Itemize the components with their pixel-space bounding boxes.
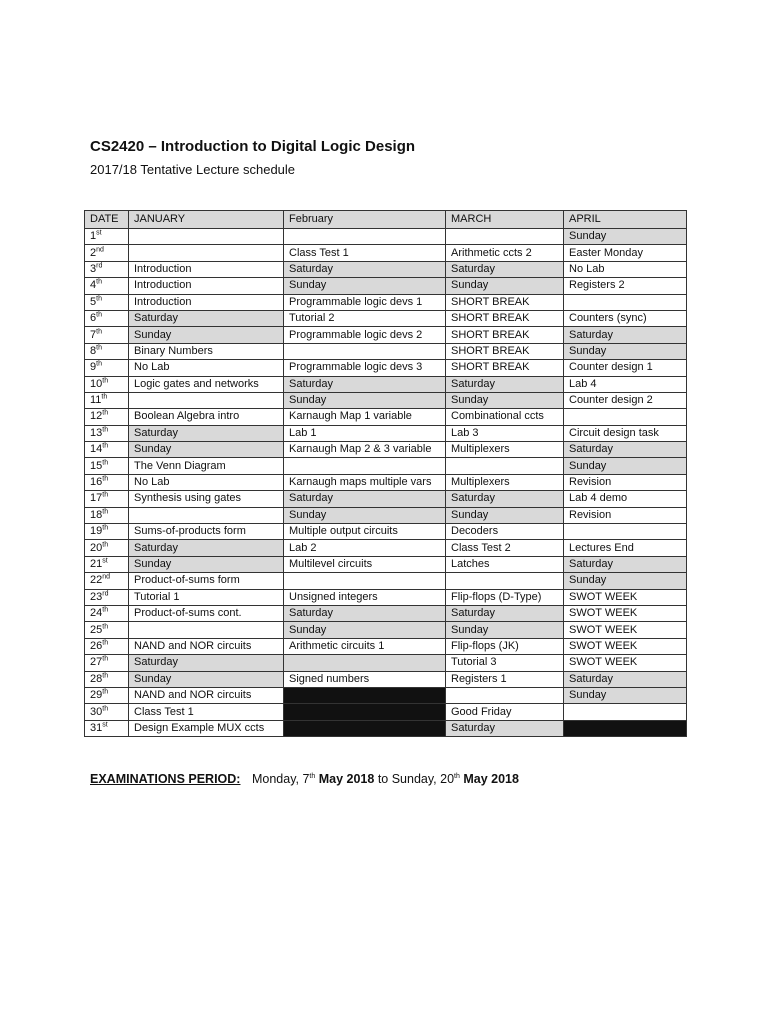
table-row [85,310,687,326]
cell-march: Saturday [446,605,564,621]
cell-january: NAND and NOR circuits [129,638,284,654]
date-number: 13 [90,426,103,439]
date-suffix: rd [102,590,109,598]
cell-february: Saturday [284,491,446,507]
cell-april: Counter design 1 [564,360,687,376]
date-cell [85,360,129,376]
cell-march: SHORT BREAK [446,310,564,326]
cell-march [446,687,564,703]
cell-march: Saturday [446,491,564,507]
cell-january: Class Test 1 [129,704,284,720]
cell-march: Tutorial 3 [446,655,564,671]
date-cell [85,376,129,392]
date-number: 9 [90,361,97,374]
table-row [85,360,687,376]
exam-end-month: May 2018 [459,772,519,786]
table-row [85,605,687,621]
cell-march: SHORT BREAK [446,294,564,310]
document-title: CS2420 – Introduction to Digital Logic Design [90,138,416,155]
cell-february: Multiple output circuits [284,524,446,540]
date-number: 7 [90,328,97,341]
cell-april: Saturday [564,327,687,343]
date-cell [85,245,129,261]
cell-january: Boolean Algebra intro [129,409,284,425]
date-cell [85,229,129,245]
cell-february [284,229,446,245]
date-suffix: th [102,622,109,630]
date-cell [85,687,129,703]
date-number: 20 [90,541,103,554]
date-number: 14 [90,443,103,456]
cell-april: Easter Monday [564,245,687,261]
exam-end-suffix: th [454,772,460,780]
date-number: 31 [90,721,103,734]
cell-march: Sunday [446,392,564,408]
cell-april [564,524,687,540]
cell-january: Product-of-sums form [129,573,284,589]
date-cell [85,605,129,621]
date-cell [85,458,129,474]
cell-february: Sunday [284,622,446,638]
date-number: 2 [90,246,97,259]
cell-march [446,229,564,245]
cell-february: Saturday [284,261,446,277]
cell-january: Saturday [129,310,284,326]
exam-label: EXAMINATIONS PERIOD: [90,772,241,786]
cell-march: Saturday [446,376,564,392]
cell-march: Latches [446,556,564,572]
cell-february: Programmable logic devs 3 [284,360,446,376]
date-number: 22 [90,574,103,587]
table-row [85,343,687,359]
schedule-body [85,229,687,737]
cell-january: Introduction [129,294,284,310]
cell-april: Sunday [564,343,687,359]
header-march: MARCH [446,211,564,229]
date-cell [85,573,129,589]
cell-february: Class Test 1 [284,245,446,261]
date-cell [85,392,129,408]
cell-january: Saturday [129,425,284,441]
date-cell [85,589,129,605]
date-number: 8 [90,344,97,357]
cell-february: Signed numbers [284,671,446,687]
header-january: JANUARY [129,211,284,229]
date-number: 10 [90,377,103,390]
cell-february: Sunday [284,507,446,523]
table-row [85,474,687,490]
cell-february [284,458,446,474]
cell-january [129,507,284,523]
date-number: 26 [90,639,103,652]
cell-april: Registers 2 [564,278,687,294]
table-row [85,507,687,523]
cell-april: Sunday [564,573,687,589]
date-number: 21 [90,558,103,570]
cell-april: Circuit design task [564,425,687,441]
cell-march: Combinational ccts [446,409,564,425]
cell-february: Saturday [284,376,446,392]
cell-april: Sunday [564,687,687,703]
date-cell [85,442,129,458]
cell-january: Binary Numbers [129,343,284,359]
cell-january: Tutorial 1 [129,589,284,605]
cell-february: Saturday [284,605,446,621]
cell-april: Saturday [564,442,687,458]
date-cell [85,294,129,310]
date-suffix: th [96,344,102,352]
date-suffix: th [96,295,102,303]
date-suffix: th [102,688,109,696]
table-row [85,704,687,720]
date-suffix: th [102,606,109,614]
header-april: APRIL [564,211,687,229]
table-row [85,589,687,605]
cell-february: Sunday [284,392,446,408]
date-suffix: th [96,327,102,335]
date-cell [85,491,129,507]
date-cell [85,655,129,671]
table-row [85,540,687,556]
cell-january: Sums-of-products form [129,524,284,540]
date-cell [85,278,129,294]
date-suffix: th [101,393,108,401]
cell-january: Introduction [129,261,284,277]
date-number: 28 [90,672,103,685]
cell-april: Sunday [564,458,687,474]
exam-start-day: Monday, 7 [251,772,310,786]
cell-april [564,704,687,720]
table-row [85,687,687,703]
cell-march: SHORT BREAK [446,327,564,343]
cell-january [129,245,284,261]
exam-start-suffix: th [309,772,316,780]
date-number: 11 [90,394,102,407]
cell-april [564,294,687,310]
cell-march: Sunday [446,622,564,638]
table-row [85,556,687,572]
date-cell [85,704,129,720]
date-number: 19 [90,525,103,538]
cell-march: Flip-flops (D-Type) [446,589,564,605]
cell-march: Flip-flops (JK) [446,638,564,654]
table-row [85,491,687,507]
cell-january: Sunday [129,671,284,687]
table-row [85,229,687,245]
cell-april: Revision [564,474,687,490]
table-row [85,245,687,261]
date-number: 25 [90,623,103,636]
table-row [85,425,687,441]
cell-january [129,229,284,245]
cell-april: Counters (sync) [564,310,687,326]
cell-march: Multiplexers [446,442,564,458]
date-cell [85,409,129,425]
cell-january: The Venn Diagram [129,458,284,474]
cell-march: Lab 3 [446,425,564,441]
date-number: 5 [90,295,97,308]
cell-february [284,687,446,703]
cell-april: No Lab [564,261,687,277]
date-number: 23 [90,590,103,603]
date-number: 6 [90,312,97,325]
cell-february: Programmable logic devs 1 [284,294,446,310]
date-suffix: th [102,459,109,466]
cell-january: No Lab [129,474,284,490]
cell-march: Arithmetic ccts 2 [446,245,564,261]
date-number: 15 [90,459,103,472]
cell-february [284,720,446,736]
date-suffix: th [102,524,109,532]
date-suffix: th [102,442,109,450]
examinations-period [90,772,519,786]
date-number: 27 [90,656,103,669]
cell-january: Saturday [129,655,284,671]
table-row [85,573,687,589]
cell-march: Saturday [446,261,564,277]
table-row [85,524,687,540]
cell-january: Sunday [129,442,284,458]
cell-january: No Lab [129,360,284,376]
date-cell [85,425,129,441]
cell-march: Registers 1 [446,671,564,687]
cell-april: Lab 4 demo [564,491,687,507]
table-row [85,327,687,343]
cell-january: NAND and NOR circuits [129,687,284,703]
cell-january: Logic gates and networks [129,376,284,392]
cell-february: Unsigned integers [284,589,446,605]
date-cell [85,638,129,654]
table-row [85,720,687,736]
cell-march: Sunday [446,507,564,523]
cell-march [446,573,564,589]
date-cell [85,622,129,638]
date-cell [85,327,129,343]
cell-march: Saturday [446,720,564,736]
date-number: 18 [90,508,103,521]
cell-march: Multiplexers [446,474,564,490]
date-suffix: th [102,508,109,516]
cell-april: Lectures End [564,540,687,556]
cell-february [284,655,446,671]
cell-march: Good Friday [446,704,564,720]
date-suffix: th [102,491,109,499]
cell-february [284,343,446,359]
cell-february: Arithmetic circuits 1 [284,638,446,654]
cell-january: Sunday [129,327,284,343]
date-suffix: th [102,409,109,417]
date-number: 17 [90,492,103,505]
cell-february [284,704,446,720]
table-row [85,392,687,408]
date-suffix: th [102,639,109,647]
cell-march: SHORT BREAK [446,343,564,359]
date-suffix: th [96,360,102,368]
cell-april: Sunday [564,229,687,245]
cell-february: Lab 1 [284,425,446,441]
cell-february: Karnaugh Map 2 & 3 variable [284,442,446,458]
cell-april: SWOT WEEK [564,605,687,621]
date-cell [85,310,129,326]
date-suffix: th [102,655,109,663]
header-february: February [284,211,446,229]
cell-february: Programmable logic devs 2 [284,327,446,343]
table-header-row [85,211,687,229]
date-cell [85,524,129,540]
cell-january: Saturday [129,540,284,556]
table-row [85,294,687,310]
date-suffix: rd [96,262,103,270]
date-suffix: nd [96,245,104,253]
date-suffix: th [102,704,109,712]
date-cell [85,507,129,523]
cell-february: Karnaugh Map 1 variable [284,409,446,425]
cell-april: Saturday [564,671,687,687]
cell-april: Saturday [564,556,687,572]
date-number: 1 [90,230,97,243]
date-cell [85,671,129,687]
date-suffix: th [102,672,109,680]
cell-april: Counter design 2 [564,392,687,408]
cell-february: Multilevel circuits [284,556,446,572]
cell-april: SWOT WEEK [564,655,687,671]
cell-march: Class Test 2 [446,540,564,556]
cell-march: Sunday [446,278,564,294]
table-row [85,655,687,671]
date-number: 16 [90,476,103,489]
date-number: 29 [90,689,103,702]
cell-february: Karnaugh maps multiple vars [284,474,446,490]
cell-april: Lab 4 [564,376,687,392]
cell-april: SWOT WEEK [564,622,687,638]
date-suffix: th [102,475,109,483]
cell-january: Product-of-sums cont. [129,605,284,621]
cell-january: Sunday [129,556,284,572]
cell-march: SHORT BREAK [446,360,564,376]
cell-january: Introduction [129,278,284,294]
table-row [85,261,687,277]
date-cell [85,556,129,572]
date-number: 30 [90,705,103,718]
date-number: 24 [90,607,103,620]
table-row [85,442,687,458]
date-suffix: nd [102,573,111,581]
date-suffix: st [102,557,108,565]
cell-february: Lab 2 [284,540,446,556]
date-cell [85,261,129,277]
cell-january [129,392,284,408]
cell-april [564,720,687,736]
date-suffix: st [102,721,108,729]
cell-march [446,458,564,474]
date-suffix: th [96,278,102,286]
date-suffix: st [96,229,102,237]
schedule-table [84,210,687,737]
cell-march: Decoders [446,524,564,540]
date-suffix: th [102,377,109,385]
cell-april [564,409,687,425]
cell-april: SWOT WEEK [564,638,687,654]
cell-february: Sunday [284,278,446,294]
document-subtitle: 2017/18 Tentative Lecture schedule [90,162,296,177]
cell-january [129,622,284,638]
date-cell [85,474,129,490]
table-row [85,278,687,294]
date-number: 3 [90,262,97,275]
date-cell [85,343,129,359]
date-suffix: th [96,311,102,319]
cell-january: Design Example MUX ccts [129,720,284,736]
exam-start-month: May 2018 [315,772,375,786]
table-row [85,458,687,474]
table-row [85,622,687,638]
cell-april: Revision [564,507,687,523]
date-number: 4 [90,279,97,292]
table-row [85,409,687,425]
cell-february [284,573,446,589]
table-row [85,638,687,654]
date-suffix: th [102,426,109,434]
date-number: 12 [90,410,103,423]
cell-february: Tutorial 2 [284,310,446,326]
date-suffix: th [102,540,109,548]
table-row [85,671,687,687]
header-date: DATE [85,211,129,229]
date-cell [85,720,129,736]
date-cell [85,540,129,556]
exam-end-day: to Sunday, 20 [374,772,455,786]
cell-april: SWOT WEEK [564,589,687,605]
table-row [85,376,687,392]
cell-january: Synthesis using gates [129,491,284,507]
